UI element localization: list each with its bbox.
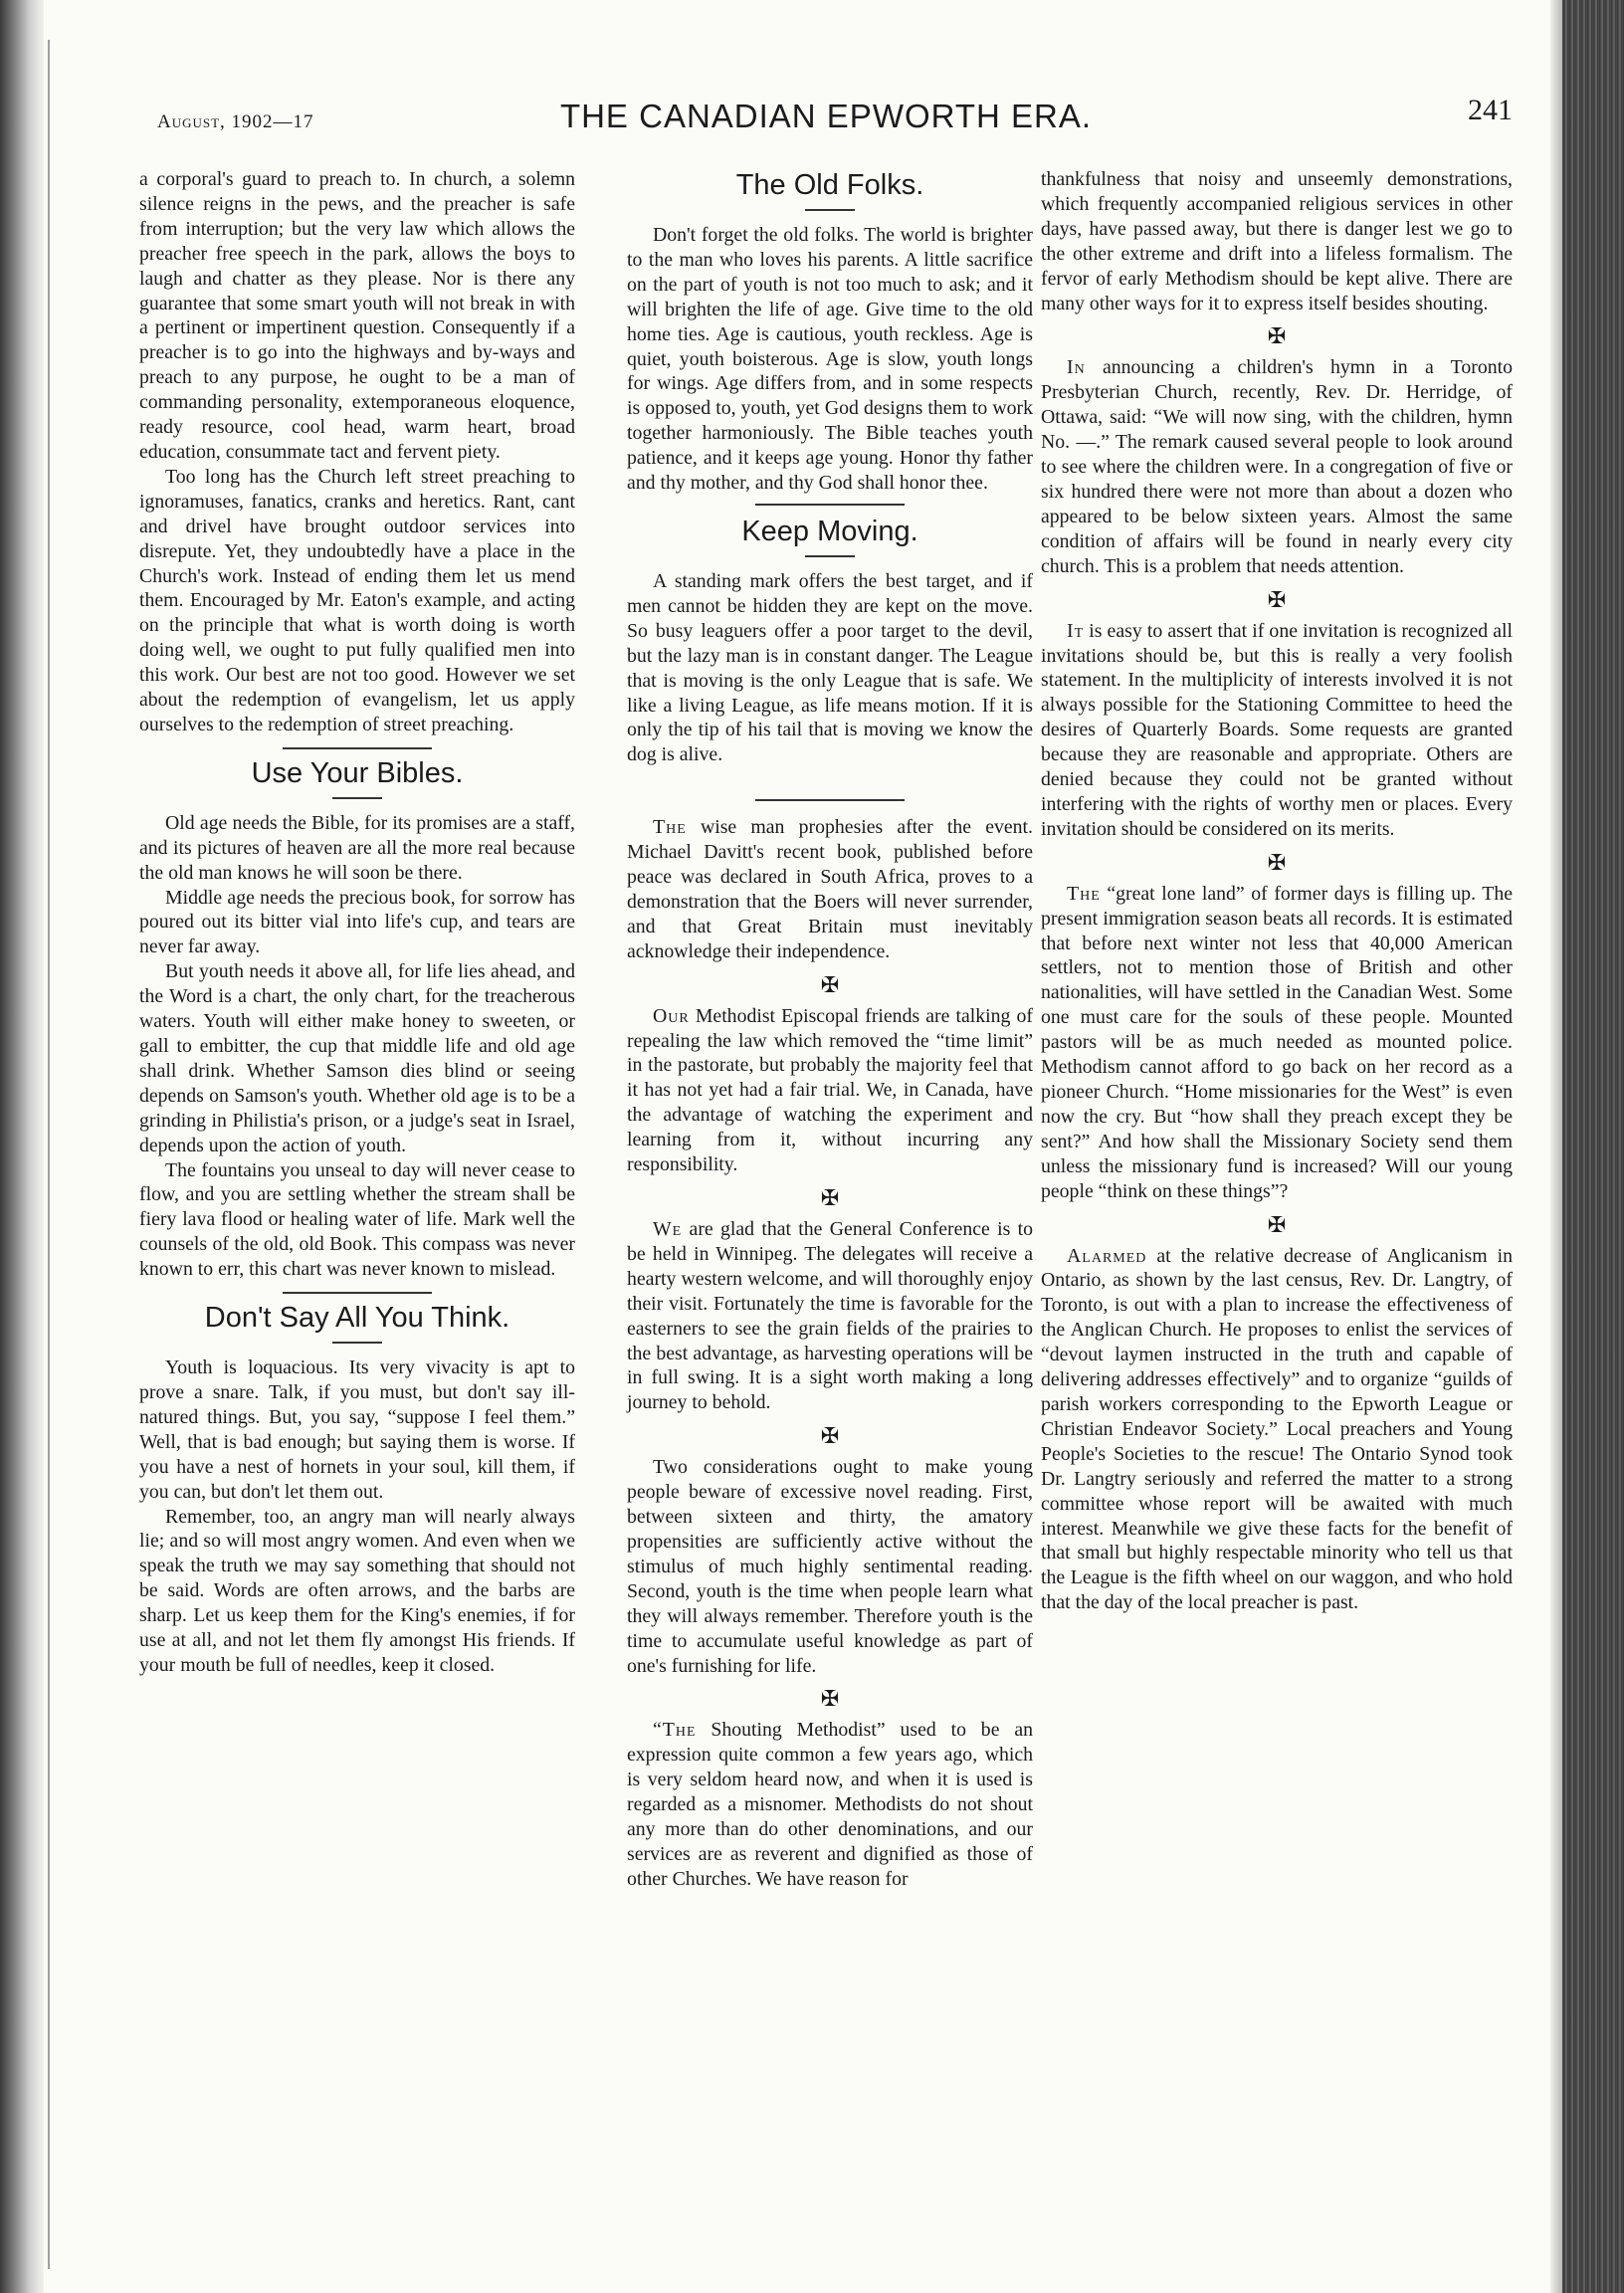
- street-preaching-paragraph-1: a corporal's guard to preach to. In church, a solemn silence reigns in the pews, and the preacher is safe from interruption; but the very law which allows the preacher free speech in the park, allows the boys to laugh and chatter as they please. Nor is there any guarantee that some smart youth will not break in with a pertinent or impertinent question. Consequently if a preacher is to go into the highways and by-ways and preach to any purpose, he ought to be a man of commanding personality, extemporaneous eloquence, ready resource, cool head, warm heart, broad education, consummate tact and fervent piety.: [139, 168, 575, 463]
- title-underline: [332, 1342, 382, 1344]
- novel-reading-paragraph: Two considerations ought to make young people beware of excessive novel reading. First, between sixteen and thirty, the amatory propensities are sufficiently active without the stimulus of much highly sentimental reading. Second, youth is the time when people learn what they will always remember. Therefore youth is the time to accumulate useful knowledge as part of one's furnishing for life.: [627, 1456, 1033, 1677]
- lead-word: The: [1067, 882, 1101, 905]
- lead-word: Our: [653, 1004, 690, 1027]
- lead-word: The: [653, 816, 687, 839]
- maltese-cross-ornament: ✠: [1267, 586, 1287, 612]
- paragraph-text: “great lone land” of former days is filling up. The present immigration season beats all records. It is estimated that before next winter not less that 40,000 American settlers, not to mention those of British and other nationalities, will have settled in the Canadian West. Some one must care for the souls of these people. Mounted pastors will be as much needed as mounted police. Methodism cannot afford to go back on her record as a pioneer Church. “Home missionaries for the West” is even now the cry. But “how shall they preach except they be sent?” And how shall the Missionary Society send them unless the missionary fund is increased? Will our young people “think on these things”?: [1041, 882, 1513, 1202]
- lead-word: It: [1067, 619, 1085, 642]
- keep-moving-paragraph: A standing mark offers the best target, and if men cannot be hidden they are kept on the move. So busy leaguers offer a poor target to the devil, but the lazy man is in constant danger. The League that is moving is the only League that is safe. We like a living League, as life means motion. If it is only the tip of his tail that is moving we know the dog is alive.: [627, 569, 1033, 766]
- childrens-hymn-paragraph: [1041, 355, 1513, 578]
- lead-word: In: [1067, 356, 1086, 379]
- article-title-use-your-bibles: Use Your Bibles.: [251, 756, 464, 789]
- section-rule: [755, 504, 905, 506]
- bibles-paragraph-3: But youth needs it above all, for life lies ahead, and the Word is a chart, the only chart, for the treacherous waters. Youth will either make honey to sweeten, or gall to embitter, the cup that middle life and old age shall drink. Whether Samson dies blind or seeing depends on Samson's youth. Whether old age is to be a grinding in Philistia's prison, or a judge's seat in Israel, depends upon the action of youth.: [139, 960, 575, 1156]
- paragraph-text: at the relative decrease of Anglicanism in Ontario, as shown by the last census, Rev. Dr. Langtry, of Toronto, is out with a plan to increase the effectiveness of the Anglican Church. He proposes to enlist the services of “devout laymen instructed in the truth and capable of delivering addresses effectively” and to organize “guilds of parish workers corresponding to the Epworth League or Christian Endeavor Society.” Local preachers and Young People's Societies to the rescue! The Ontario Synod took Dr. Langtry seriously and referred the matter to a strong committee whose report will be awaited with much interest. Meanwhile we give these facts for the benefit of that small but highly respectable minority who tell us that the League is the fifth wheel on our waggon, and who hold that the day of the local preacher is past.: [1041, 1244, 1513, 1614]
- paragraph-text: Shouting Methodist” used to be an expression quite common a few years ago, which is very seldom heard now, and when it is used is regarded as a misnomer. Methodists do not shout any more than do other denominations, and our services are as reverent and dignified as those of other Churches. We have reason for: [627, 1719, 1033, 1890]
- title-underline: [805, 209, 855, 211]
- article-title-keep-moving: Keep Moving.: [741, 515, 918, 547]
- great-lone-land-paragraph: [1041, 882, 1513, 1204]
- title-underline: [805, 555, 855, 557]
- davitt-paragraph: [627, 815, 1033, 963]
- running-head: [139, 94, 1513, 143]
- time-limit-paragraph: [627, 1004, 1033, 1177]
- title-underline: [332, 797, 382, 799]
- journal-title: THE CANADIAN EPWORTH ERA.: [559, 98, 1093, 134]
- paragraph-text: are glad that the General Conference is to be held in Winnipeg. The delegates will receive a hearty western welcome, and will thoroughly enjoy their visit. Fortunately the time is favorable for the easterners to see the grain fields of the prairies to the best advantage, as harvesting operations will be in full swing. It is a sight worth making a long journey to behold.: [627, 1218, 1033, 1414]
- lead-word: Alarmed: [1067, 1244, 1147, 1267]
- bibles-paragraph-2: Middle age needs the precious book, for sorrow has poured out its bitter vial into life's cup, and tears are never far away.: [139, 886, 575, 958]
- paragraph-text: wise man prophesies after the event. Michael Davitt's recent book, published before peace was declared in South Africa, proves to a demonstration that the Boers will never surrender, and that Great Britain must inevitably acknowledge their independence.: [627, 816, 1033, 962]
- maltese-cross-ornament: ✠: [1267, 1211, 1287, 1237]
- shouting-methodist-continued: thankfulness that noisy and unseemly demonstrations, which frequently accompanied religious services in other days, have passed away, but there is danger lest we go to the other extreme and drift into a lifeless formalism. The fervor of early Methodism should be kept alive. There are many other ways for it to express itself besides shouting.: [1041, 168, 1513, 314]
- old-folks-paragraph: Don't forget the old folks. The world is brighter to the man who loves his parents. A little sacrifice on the part of youth is not too much to ask; and it will brighten the life of age. Give time to the old home ties. Age is cautious, youth reckless. Age is quiet, youth boisterous. Age is slow, youth longs for wings. Age differs from, and in some respects is opposed to, youth, yet God designs them to work together harmoniously. The Bible teaches youth patience, and it keeps age young. Honor thy father and thy mother, and thy God shall honor thee.: [627, 224, 1033, 495]
- paragraph-text: Methodist Episcopal friends are talking of repealing the law which removed the “time limit” in the pastorate, but probably the majority feel that it has not yet had a fair trial. We, in Canada, have the advantage of watching the experiment and learning from it, without incurring any responsibility.: [627, 1004, 1033, 1176]
- column-left: [139, 167, 575, 1678]
- page-number: 241: [1468, 94, 1513, 126]
- street-preaching-paragraph-2: Too long has the Church left street preaching to ignoramuses, fanatics, cranks and heretics. Rant, cant and drivel have brought outdoor services into disrepute. Yet, they undoubtedly have a place in the Church's work. Instead of ending them let us mend them. Encouraged by Mr. Eaton's example, and acting on the principle that what is worth doing is worth doing well, we ought to put fully qualified men into this work. Our best are not too good. However we set about the redemption of evangelism, let us apply ourselves to the redemption of street preaching.: [139, 465, 575, 735]
- paragraph-text: is easy to assert that if one invitation is recognized all invitations should be, but this is really a very foolish statement. In the multiplicity of interests involved it is not always possible for the Stationing Committee to heed the desires of Quarterly Boards. Some requests are granted because they are reasonable and appropriate. Others are denied because they could not be granted without interfering with the rights of worthy men or places. Every invitation should be considered on its merits.: [1041, 619, 1513, 840]
- bibles-paragraph-4: The fountains you unseal to day will never cease to flow, and you are settling whether the stream shall be fiery lava flood or healing water of life. Mark well the counsels of the old, old Book. This compass was never known to err, this chart was never known to mislead.: [139, 1158, 575, 1281]
- general-conference-paragraph: [627, 1217, 1033, 1415]
- think-paragraph-1: Youth is loquacious. Its very vivacity is apt to prove a snare. Talk, if you must, but don't say ill-natured things. But, you say, “suppose I feel them.” Well, that is bad enough; but saying them is worse. If you have a nest of hornets in your soul, kill them, if you can, but don't let them out.: [139, 1356, 575, 1503]
- maltese-cross-ornament: ✠: [820, 1686, 840, 1712]
- maltese-cross-ornament: ✠: [1267, 323, 1287, 349]
- section-rule: [755, 799, 905, 801]
- lead-word: We: [653, 1218, 683, 1240]
- shouting-methodist-paragraph: [627, 1718, 1033, 1891]
- column-right: [1041, 167, 1513, 1615]
- anglicanism-paragraph: [1041, 1244, 1513, 1616]
- maltese-cross-ornament: ✠: [1267, 849, 1287, 875]
- lead-word: “The: [653, 1719, 697, 1742]
- issue-date: August, 1902—17: [157, 111, 314, 132]
- maltese-cross-ornament: ✠: [820, 1423, 840, 1449]
- maltese-cross-ornament: ✠: [820, 1185, 840, 1210]
- maltese-cross-ornament: ✠: [820, 971, 840, 997]
- section-rule: [283, 747, 432, 749]
- invitations-paragraph: [1041, 619, 1513, 842]
- column-middle: [627, 167, 1033, 1892]
- article-title-dont-say-all-you-think: Don't Say All You Think.: [204, 1302, 510, 1335]
- article-title-the-old-folks: The Old Folks.: [735, 169, 924, 201]
- think-paragraph-2: Remember, too, an angry man will nearly always lie; and so will most angry women. And even when we speak the truth we may say something that should not be said. Words are often arrows, and the barbs are sharp. Let us keep them for the King's enemies, if for use at all, and not let them fly amongst His friends. If your mouth be full of needles, keep it closed.: [139, 1505, 575, 1676]
- bibles-paragraph-1: Old age needs the Bible, for its promises are a staff, and its pictures of heaven are all the more real because the old man knows he will soon be there.: [139, 811, 575, 884]
- section-rule: [283, 1292, 432, 1294]
- paragraph-text: announcing a children's hymn in a Toronto Presbyterian Church, recently, Rev. Dr. Herridge, of Ottawa, said: “We will now sing, with the children, hymn No. —.” The remark caused several people to look around to see where the children were. In a congregation of five or six hundred there were not more than about a dozen who appeared to be below sixteen years. Almost the same condition of affairs will be found in nearly every city church. This is a problem that needs attention.: [1041, 356, 1513, 577]
